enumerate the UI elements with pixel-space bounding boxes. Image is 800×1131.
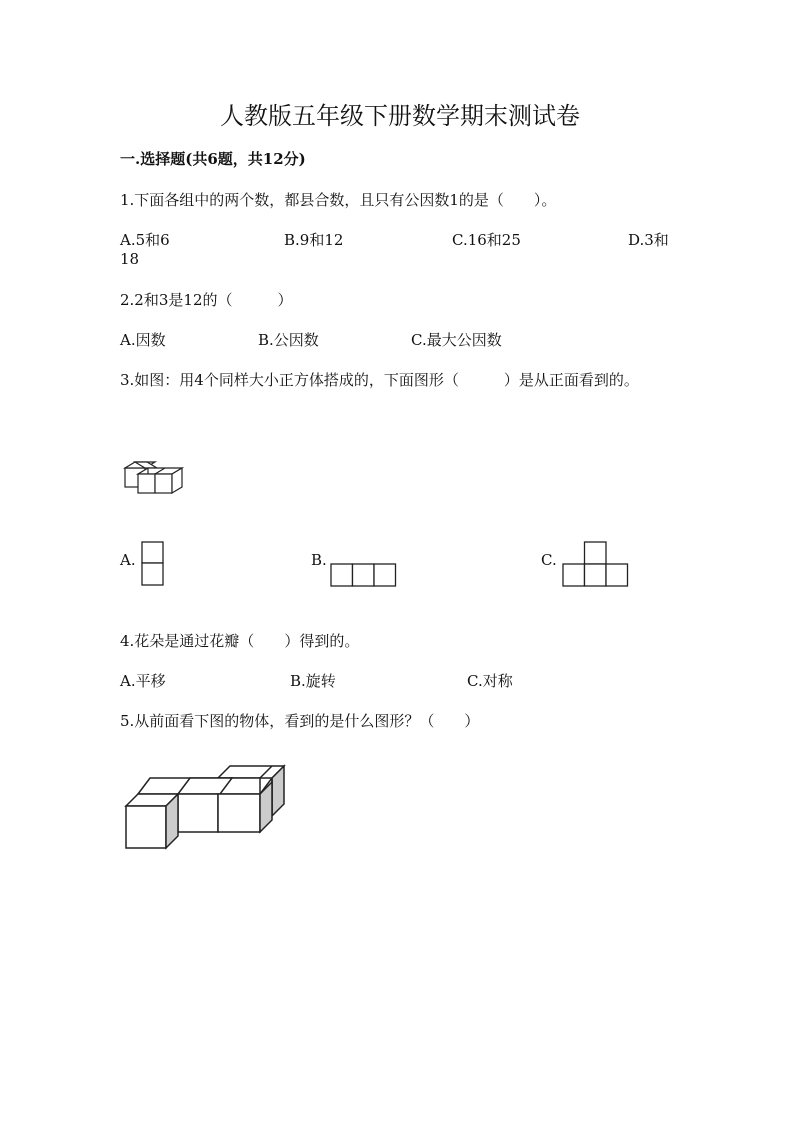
q4-option-c: C.对称 <box>467 672 513 690</box>
q1-option-d-cont: 18 <box>120 250 140 268</box>
question-1-text: 1.下面各组中的两个数，都县合数，且只有公因数1的是（ ）。 <box>120 191 557 209</box>
q3-option-c: C. <box>541 551 557 569</box>
question-3-text: 3.如图：用4个同样大小正方体搭成的，下面图形（ ）是从正面看到的。 <box>120 371 639 389</box>
q4-option-a: A.平移 <box>120 672 166 690</box>
q3-option-a-figure <box>141 541 165 587</box>
q3-option-b-figure <box>330 563 398 588</box>
section-heading: 一.选择题(共6题，共12分) <box>120 150 306 168</box>
q1-option-c: C.16和25 <box>452 231 521 249</box>
q2-option-a: A.因数 <box>120 331 166 349</box>
page-title: 人教版五年级下册数学期末测试卷 <box>220 102 580 130</box>
q1-option-a: A.5和6 <box>120 231 170 249</box>
q3-option-b: B. <box>311 551 327 569</box>
q1-option-d: D.3和 <box>628 231 669 249</box>
q3-option-a: A. <box>120 551 136 569</box>
q2-option-b: B.公因数 <box>258 331 319 349</box>
question-4-text: 4.花朵是通过花瓣（ ）得到的。 <box>120 632 360 650</box>
q2-option-c: C.最大公因数 <box>411 331 502 349</box>
q3-cube-figure <box>120 458 190 500</box>
q4-option-b: B.旋转 <box>290 672 336 690</box>
q1-option-b: B.9和12 <box>284 231 344 249</box>
question-5-text: 5.从前面看下图的物体，看到的是什么图形？（ ） <box>120 712 480 730</box>
question-2-text: 2.2和3是12的（ ） <box>120 291 293 309</box>
q5-cube-figure <box>122 764 288 852</box>
q3-option-c-figure <box>562 541 630 588</box>
